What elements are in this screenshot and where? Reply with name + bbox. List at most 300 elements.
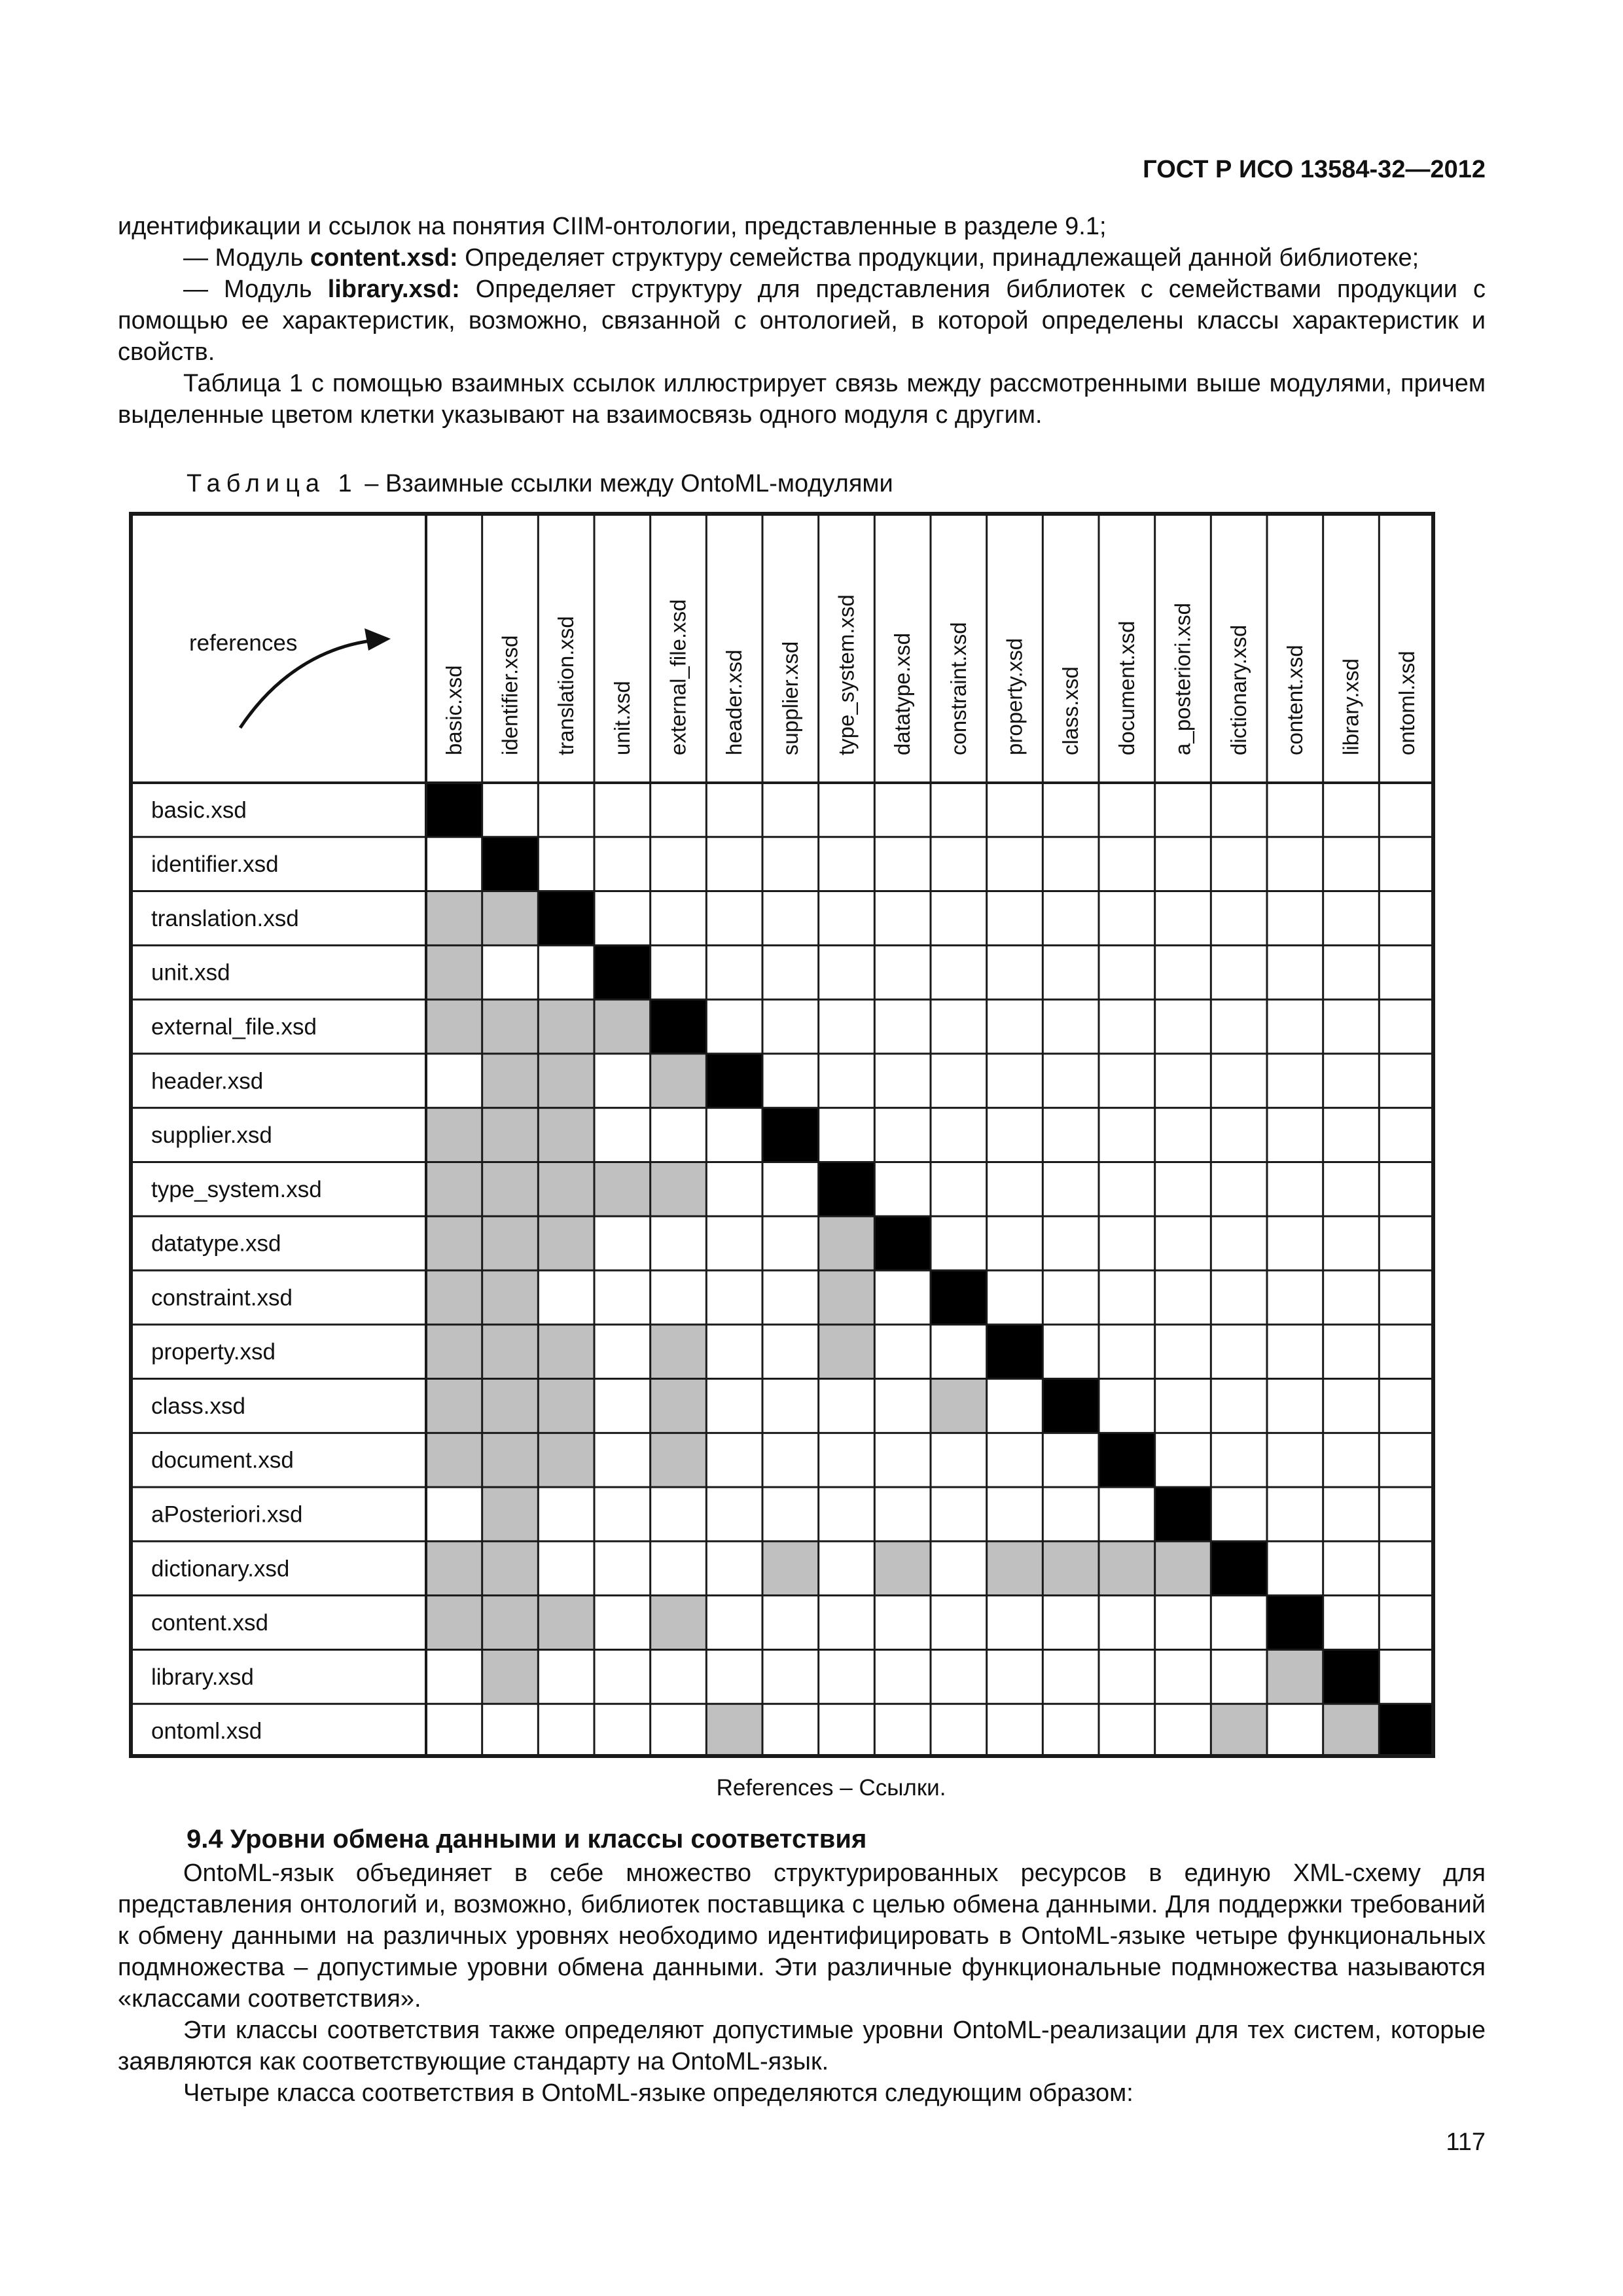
matrix-cell-reference [706,1704,762,1758]
matrix-cell-empty [706,783,762,837]
matrix-cell-empty [1379,1270,1435,1325]
matrix-cell-empty [1379,1487,1435,1541]
matrix-cell-reference [1043,1541,1099,1596]
matrix-cell-empty [874,1054,931,1108]
matrix-cell-empty [594,1216,651,1270]
matrix-cell-empty [1155,1596,1211,1650]
matrix-cell-empty [1323,1433,1380,1487]
matrix-cell-empty [931,837,987,891]
matrix-cell-empty [762,1054,819,1108]
matrix-cell-empty [1211,1596,1267,1650]
matrix-cell-empty [874,1596,931,1650]
matrix-cell-empty [931,1216,987,1270]
matrix-cell-self [1155,1487,1211,1541]
matrix-cell-empty [1379,1541,1435,1596]
matrix-cell-empty [1155,783,1211,837]
matrix-cell-empty [1211,891,1267,946]
dash-prefix: — Модуль [183,244,310,272]
matrix-cell-reference [651,1433,707,1487]
row-label: dictionary.xsd [151,1556,290,1582]
matrix-cell-reference [538,1433,594,1487]
matrix-cell-empty [594,1541,651,1596]
matrix-cell-self [874,1216,931,1270]
matrix-cell-empty [1099,1487,1155,1541]
matrix-cell-reference [538,1108,594,1162]
matrix-cell-empty [594,1379,651,1433]
intro-text [118,211,1486,431]
matrix-cell-empty [819,1433,875,1487]
matrix-cell-reference [538,1325,594,1379]
matrix-cell-empty [651,1487,707,1541]
matrix-cell-empty [538,1541,594,1596]
matrix-cell-empty [651,945,707,999]
matrix-cell-empty [482,783,539,837]
matrix-cell-empty [706,1487,762,1541]
matrix-cell-empty [819,999,875,1054]
table-caption [187,470,893,498]
matrix-cell-empty [1211,1270,1267,1325]
row-label: header.xsd [151,1068,264,1094]
matrix-cell-empty [931,1704,987,1758]
matrix-cell-self [651,999,707,1054]
matrix-cell-reference [819,1270,875,1325]
matrix-cell-empty [1211,1649,1267,1704]
matrix-cell-empty [819,837,875,891]
matrix-cell-empty [931,891,987,946]
matrix-cell-empty [931,1325,987,1379]
section-paragraph-2: Эти классы соответствия также определяют допустимые уровни OntoML-реализации для тех систем, которые заявляются как соответствующие стандарту на OntoML-язык. [118,2017,1486,2075]
matrix-cell-empty [1043,1325,1099,1379]
column-label: class.xsd [1058,666,1083,755]
matrix-cell-empty [1267,1487,1323,1541]
matrix-cell-empty [819,1704,875,1758]
section-paragraph-3: Четыре класса соответствия в OntoML-языке определяются следующим образом: [183,2079,1133,2107]
matrix-cell-empty [594,1596,651,1650]
matrix-cell-empty [1267,1162,1323,1216]
matrix-cell-self [1043,1379,1099,1433]
matrix-cell-empty [651,1704,707,1758]
matrix-cell-empty [874,1162,931,1216]
matrix-cell-reference [987,1541,1043,1596]
matrix-cell-empty [819,1379,875,1433]
matrix-cell-empty [762,999,819,1054]
matrix-cell-empty [706,1325,762,1379]
matrix-cell-empty [931,1433,987,1487]
matrix-cell-empty [1379,891,1435,946]
reference-matrix [129,512,1435,1758]
matrix-cell-empty [1323,1162,1380,1216]
matrix-cell-empty [706,999,762,1054]
matrix-cell-empty [1099,1054,1155,1108]
matrix-cell-empty [1043,1162,1099,1216]
row-label: library.xsd [151,1664,254,1690]
matrix-cell-empty [931,1054,987,1108]
page-number: 117 [1446,2128,1486,2156]
matrix-cell-empty [819,1649,875,1704]
matrix-cell-reference [651,1596,707,1650]
row-label: content.xsd [151,1610,268,1636]
matrix-cell-empty [762,1704,819,1758]
matrix-cell-empty [1267,1054,1323,1108]
matrix-cell-empty [874,1108,931,1162]
matrix-cell-empty [874,1433,931,1487]
matrix-cell-reference [482,1325,539,1379]
matrix-cell-self [931,1270,987,1325]
matrix-cell-reference [1267,1649,1323,1704]
column-label: property.xsd [1002,637,1027,755]
matrix-cell-reference [482,1270,539,1325]
matrix-cell-empty [1155,1270,1211,1325]
matrix-cell-empty [987,999,1043,1054]
matrix-cell-empty [1211,783,1267,837]
matrix-cell-empty [1267,837,1323,891]
matrix-cell-empty [762,1325,819,1379]
matrix-cell-empty [1323,1596,1380,1650]
matrix-cell-empty [1155,945,1211,999]
module-name-content: content.xsd: [310,244,458,272]
matrix-cell-reference [538,999,594,1054]
matrix-cell-reference [538,1162,594,1216]
matrix-cell-reference [426,1433,482,1487]
matrix-cell-empty [987,1433,1043,1487]
matrix-cell-empty [538,783,594,837]
matrix-cell-empty [1379,1162,1435,1216]
matrix-cell-empty [819,945,875,999]
matrix-cell-empty [426,837,482,891]
matrix-cell-empty [482,1704,539,1758]
matrix-cell-empty [987,1487,1043,1541]
matrix-cell-empty [987,1108,1043,1162]
matrix-cell-reference [482,1433,539,1487]
row-label: property.xsd [151,1339,276,1365]
matrix-cell-empty [1043,1649,1099,1704]
matrix-cell-reference [594,999,651,1054]
row-label: identifier.xsd [151,852,279,878]
matrix-cell-reference [426,891,482,946]
matrix-cell-empty [706,837,762,891]
matrix-cell-reference [482,891,539,946]
row-label: constraint.xsd [151,1285,293,1311]
matrix-cell-empty [1099,1325,1155,1379]
matrix-cell-empty [1043,1487,1099,1541]
matrix-cell-empty [1211,1379,1267,1433]
reference-matrix-svg [129,512,1435,1758]
row-label: unit.xsd [151,960,230,986]
matrix-cell-empty [874,999,931,1054]
module-description-content: Определяет структуру семейства продукции, принадлежащей данной библиотеке; [457,244,1419,272]
matrix-cell-empty [426,1054,482,1108]
column-label: identifier.xsd [497,635,522,755]
matrix-cell-empty [762,1162,819,1216]
matrix-cell-empty [1211,1433,1267,1487]
matrix-cell-self [538,891,594,946]
matrix-cell-empty [594,1054,651,1108]
matrix-cell-empty [594,1649,651,1704]
matrix-cell-reference [482,1541,539,1596]
table-caption-text: – Взаимные ссылки между OntoML-модулями [357,470,893,497]
matrix-cell-empty [931,999,987,1054]
matrix-cell-empty [1043,1270,1099,1325]
column-label: ontoml.xsd [1395,651,1419,755]
matrix-cell-reference [651,1162,707,1216]
matrix-cell-reference [426,1596,482,1650]
row-label: supplier.xsd [151,1122,272,1149]
matrix-cell-empty [1099,1162,1155,1216]
matrix-cell-empty [819,1487,875,1541]
matrix-cell-empty [1379,1325,1435,1379]
matrix-cell-reference [426,1216,482,1270]
row-label: aPosteriori.xsd [151,1501,303,1528]
matrix-cell-empty [1155,837,1211,891]
matrix-cell-empty [706,891,762,946]
column-label: a_posteriori.xsd [1170,603,1195,755]
matrix-cell-empty [1211,1108,1267,1162]
matrix-cell-empty [1043,783,1099,837]
matrix-cell-empty [762,1433,819,1487]
matrix-cell-empty [594,1704,651,1758]
matrix-cell-reference [819,1216,875,1270]
matrix-cell-empty [1211,1325,1267,1379]
matrix-cell-empty [1211,1216,1267,1270]
matrix-cell-empty [706,1162,762,1216]
section-heading: 9.4 Уровни обмена данными и классы соответствия [187,1825,867,1854]
matrix-cell-reference [538,1596,594,1650]
row-label: type_system.xsd [151,1176,322,1202]
matrix-cell-reference [874,1541,931,1596]
column-label: datatype.xsd [890,632,915,755]
matrix-cell-empty [762,1216,819,1270]
matrix-cell-self [819,1162,875,1216]
matrix-cell-empty [931,1541,987,1596]
matrix-cell-empty [651,1649,707,1704]
matrix-cell-empty [1211,1054,1267,1108]
matrix-cell-empty [1155,1325,1211,1379]
section-text [118,1857,1486,2109]
matrix-cell-empty [874,1487,931,1541]
matrix-cell-empty [1155,891,1211,946]
matrix-cell-empty [1323,1379,1380,1433]
column-label: type_system.xsd [834,594,859,755]
matrix-cell-reference [426,1108,482,1162]
column-label: external_file.xsd [666,599,690,755]
matrix-cell-self [1379,1704,1435,1758]
matrix-cell-empty [819,1541,875,1596]
matrix-cell-empty [651,1541,707,1596]
matrix-cell-empty [874,891,931,946]
module-name-library: library.xsd: [327,276,460,303]
matrix-cell-empty [1267,1541,1323,1596]
matrix-cell-empty [1043,1596,1099,1650]
matrix-cell-empty [1379,783,1435,837]
matrix-cell-empty [1323,1054,1380,1108]
section-paragraph-1: OntoML-язык объединяет в себе множество структурированных ресурсов в единую XML-схему для представления онтологий и, возможно, библиотек поставщика с целью обмена данными. Для поддержки требований к обмену данными на различных уровнях необходимо идентифицировать в OntoML-языке четыре функциональных подмножества – допустимые уровни обмена данными. Эти различные функциональные подмножества называются «классами соответствия». [118,1859,1486,2013]
matrix-cell-empty [594,783,651,837]
matrix-cell-empty [1099,1596,1155,1650]
matrix-cell-empty [1155,1379,1211,1433]
matrix-cell-empty [1267,783,1323,837]
intro-paragraph-1: идентификации и ссылок на понятия CIIM-онтологии, представленные в разделе 9.1; [118,213,1107,240]
matrix-cell-empty [1379,1649,1435,1704]
matrix-cell-empty [1099,945,1155,999]
matrix-cell-reference [594,1162,651,1216]
matrix-cell-empty [594,1325,651,1379]
matrix-cell-empty [987,1649,1043,1704]
matrix-cell-empty [931,1162,987,1216]
matrix-cell-empty [1099,1649,1155,1704]
matrix-cell-empty [538,1649,594,1704]
matrix-cell-reference [819,1325,875,1379]
matrix-cell-empty [762,783,819,837]
matrix-cell-reference [482,1649,539,1704]
matrix-cell-empty [1155,1433,1211,1487]
matrix-cell-empty [1267,1325,1323,1379]
matrix-cell-reference [482,999,539,1054]
matrix-cell-empty [762,1270,819,1325]
matrix-cell-empty [594,1270,651,1325]
table-caption-label: Таблица 1 [187,470,358,497]
matrix-cell-empty [1043,1433,1099,1487]
matrix-cell-empty [1043,1108,1099,1162]
matrix-cell-reference [482,1054,539,1108]
matrix-cell-reference [651,1325,707,1379]
matrix-cell-self [1267,1596,1323,1650]
matrix-cell-empty [1155,1054,1211,1108]
matrix-cell-empty [1099,1270,1155,1325]
matrix-cell-empty [1099,1379,1155,1433]
matrix-cell-empty [1267,1704,1323,1758]
matrix-cell-empty [1323,999,1380,1054]
matrix-cell-empty [1379,1596,1435,1650]
matrix-cell-empty [762,1379,819,1433]
matrix-cell-empty [1323,1487,1380,1541]
matrix-cell-empty [651,783,707,837]
row-label: basic.xsd [151,797,247,823]
matrix-cell-empty [1155,1216,1211,1270]
matrix-cell-empty [819,783,875,837]
matrix-cell-empty [1379,945,1435,999]
matrix-cell-empty [1211,1162,1267,1216]
matrix-cell-self [594,945,651,999]
matrix-cell-empty [987,1596,1043,1650]
matrix-cell-empty [1155,1162,1211,1216]
column-label: supplier.xsd [777,641,802,755]
matrix-cell-empty [987,1704,1043,1758]
matrix-cell-empty [1211,1487,1267,1541]
matrix-cell-empty [706,1433,762,1487]
matrix-cell-empty [482,945,539,999]
matrix-cell-empty [1323,945,1380,999]
matrix-cell-reference [651,1379,707,1433]
matrix-cell-empty [1043,945,1099,999]
matrix-cell-self [706,1054,762,1108]
column-label: header.xsd [722,649,747,755]
matrix-cell-empty [874,1379,931,1433]
dash-prefix: — Модуль [183,276,328,303]
matrix-cell-empty [1099,891,1155,946]
matrix-cell-empty [1323,1325,1380,1379]
matrix-cell-empty [874,1325,931,1379]
matrix-cell-reference [538,1216,594,1270]
matrix-cell-empty [1323,1270,1380,1325]
matrix-cell-reference [426,1325,482,1379]
matrix-cell-empty [426,1487,482,1541]
matrix-cell-empty [538,945,594,999]
matrix-cell-empty [594,1487,651,1541]
matrix-cell-empty [874,945,931,999]
row-label: translation.xsd [151,905,299,931]
matrix-cell-empty [987,1162,1043,1216]
matrix-cell-empty [1099,783,1155,837]
column-label: content.xsd [1282,645,1307,755]
matrix-cell-reference [1099,1541,1155,1596]
matrix-cell-empty [1267,891,1323,946]
matrix-cell-empty [594,837,651,891]
matrix-cell-empty [1379,1216,1435,1270]
matrix-cell-empty [1043,1054,1099,1108]
matrix-cell-empty [1267,1108,1323,1162]
matrix-cell-empty [426,1649,482,1704]
matrix-cell-reference [426,1270,482,1325]
column-label: unit.xsd [609,681,634,755]
matrix-cell-empty [1043,891,1099,946]
column-label: document.xsd [1114,620,1139,755]
matrix-cell-reference [1155,1541,1211,1596]
matrix-cell-empty [1323,1541,1380,1596]
matrix-cell-empty [1379,999,1435,1054]
matrix-cell-empty [706,1108,762,1162]
matrix-cell-reference [482,1379,539,1433]
arrow-head-icon [365,628,391,651]
matrix-cell-empty [874,783,931,837]
row-label: datatype.xsd [151,1230,281,1257]
figure-note: References – Ссылки. [716,1775,946,1801]
matrix-cell-empty [762,891,819,946]
matrix-cell-empty [594,891,651,946]
matrix-cell-empty [706,1379,762,1433]
matrix-cell-empty [651,1270,707,1325]
matrix-cell-empty [1211,999,1267,1054]
matrix-cell-reference [482,1108,539,1162]
matrix-cell-empty [987,1216,1043,1270]
matrix-cell-empty [762,1649,819,1704]
matrix-cell-reference [482,1162,539,1216]
matrix-cell-empty [1267,945,1323,999]
matrix-cell-empty [874,837,931,891]
matrix-cell-empty [594,1108,651,1162]
matrix-cell-empty [1155,1649,1211,1704]
corner-label: references [189,630,298,656]
matrix-cell-empty [1267,1379,1323,1433]
matrix-cell-empty [1099,1108,1155,1162]
matrix-cell-empty [706,1216,762,1270]
matrix-cell-empty [538,1487,594,1541]
matrix-cell-empty [987,1054,1043,1108]
matrix-cell-empty [1155,1108,1211,1162]
matrix-cell-empty [762,837,819,891]
column-label: dictionary.xsd [1226,624,1251,755]
matrix-cell-self [987,1325,1043,1379]
matrix-cell-empty [1379,837,1435,891]
column-label: translation.xsd [554,616,579,755]
matrix-cell-reference [482,1216,539,1270]
matrix-cell-empty [1379,1108,1435,1162]
column-label: basic.xsd [441,665,466,755]
matrix-cell-empty [1267,1433,1323,1487]
matrix-cell-empty [931,1487,987,1541]
matrix-cell-empty [538,1704,594,1758]
matrix-cell-empty [651,891,707,946]
matrix-cell-empty [987,945,1043,999]
